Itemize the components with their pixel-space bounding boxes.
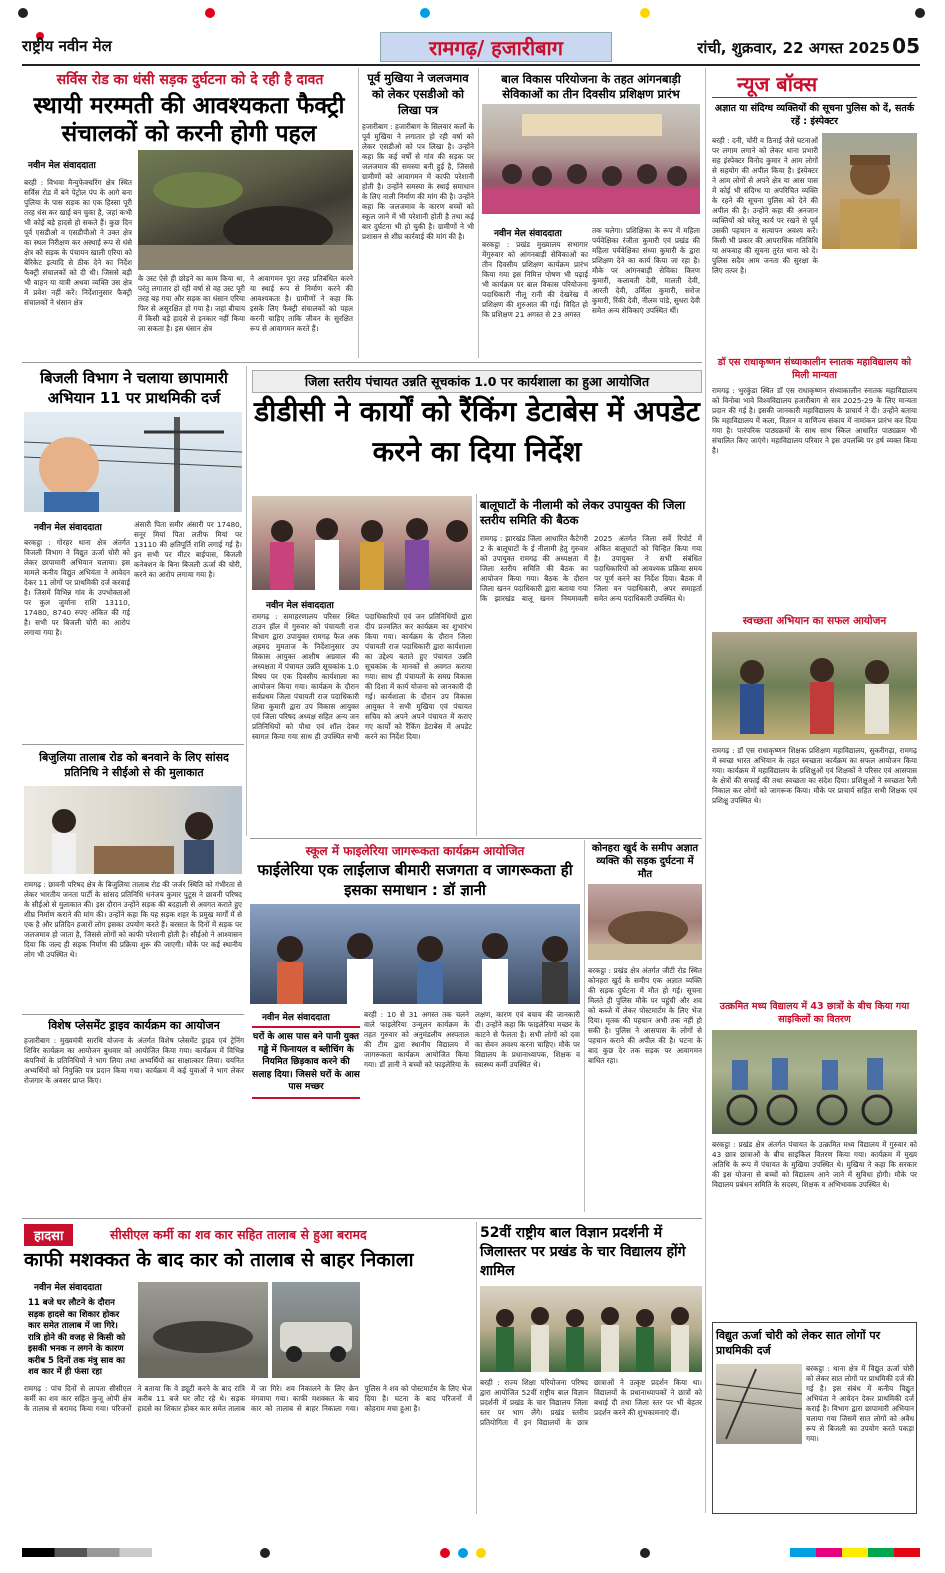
story8-byline: नवीन मेल संवाददाता bbox=[262, 1013, 330, 1023]
electricity-theft-photo bbox=[716, 1364, 802, 1444]
story8-pullquote: घरों के आस पास बने पानी युक्त गड्ढे में फिनायल व ब्लीचिंग के नियमित छिड़काव करने की सलाह दिया। जिससे घरों के आस पास मच्छर bbox=[252, 1026, 360, 1099]
road-collapse-image bbox=[138, 150, 353, 270]
story1-body-col3: ने आवागमन पूरा तरह प्रतिबंधित करने या स्थाई रूप से निर्माण करने की आवश्यकता है। ग्रामीणों ने कहा कि इसके लिए फैक्ट्री संचालकों को पहल करनी चाहिए ताकि जीवन के सुरक्षित रूप से आवागमन करते हैं। bbox=[250, 274, 353, 333]
story11-photo bbox=[138, 1282, 268, 1378]
registration-mark bbox=[420, 8, 430, 18]
column-divider bbox=[478, 68, 479, 358]
registration-mark bbox=[18, 8, 28, 18]
power-line-image bbox=[716, 1364, 802, 1444]
registration-mark bbox=[640, 1548, 650, 1558]
story2-body: हजारीबाग : हजारीबाग के सिलवार कलाँ के पूर्व मुखिया ने लगातार हो रही वर्षा को लेकर एसडीओ को पत्र लिखा है। उन्होंने कहा कि कई वर्षों से गांव की सड़क पर जलजमाव की समस्या बनी हुई है, जिससे ग्रामीणों को आवागमन में काफी परेशानी होती है। उन्होंने समस्या के स्थाई समाधान के लिए नाली निर्माण की मांग की है। उन्होंने कहा कि जलजमाव के कारण बच्चों को स्कूल जाने में भी परेशानी होती है तथा कई बार दुर्घटना भी हो चुकी है। ग्रामीणों ने भी प्रशासन से शीघ्र कार्रवाई की मांग की है। bbox=[362, 122, 474, 241]
awareness-program-image bbox=[250, 904, 580, 1004]
newsbox-item3-headline: स्वच्छता अभियान का सफल आयोजन bbox=[742, 615, 887, 627]
story3-body-col2: तक चलेगा। प्रशिक्षिका के रूप में महिला पर्यवेक्षिका रंजीता कुमारी एवं प्रखंड की महिला पर्यवेक्षिका संध्या कुमारी के द्वारा प्रशिक्षण देने का कार्य किया जा रहा है। मौके पर आंगनबाड़ी सेविका किरण कुमारी, कलावती देवी, मालती देवी, आरती देवी, उर्मिला कुमारी, सरोज कुमारी, रिंकी देवी, नीलम पांडे, सुधरा देवी समेत अन्य सेविकाएं उपस्थित थीं। bbox=[592, 226, 700, 315]
news-box-title-bar bbox=[712, 70, 917, 98]
registration-mark bbox=[458, 1548, 468, 1558]
story4-photo bbox=[24, 412, 242, 512]
newsbox-item3-body: रामगढ़ : डॉ एस राधाकृष्णन शिक्षक प्रशिक्षण महाविद्यालय, सुकरीगढ़ा, रामगढ़ में स्वच्छ भारत अभियान के तहत स्वच्छता कार्यक्रम का सफल आयोजन किया गया। कार्यक्रम में महाविद्यालय के प्रशिक्षुओं एवं शिक्षकों ने परिसर एवं आसपास के क्षेत्रों की सफाई की तथा स्वच्छता का संदेश दिया। प्रशिक्षुओं ने स्वच्छता रैली निकाल कर लोगों को जागरूक किया। मौके पर प्राचार्य सहित सभी शिक्षक एवं प्रशिक्षु उपस्थित थे। bbox=[712, 746, 917, 805]
workshop-image bbox=[252, 496, 472, 590]
column-divider bbox=[476, 494, 477, 836]
inspector-portrait-image bbox=[822, 133, 917, 249]
story12-body: बरही : राज्य शिक्षा परियोजना परिषद द्वारा आयोजित 52वीं राष्ट्रीय बाल विज्ञान प्रदर्शनी में प्रखंड के चार विद्यालय जिला स्तर पर भाग लेंगे। प्रखंड स्तरीय प्रतियोगिता में इन विद्यालयों के छात्र छात्राओं ने उत्कृष्ट प्रदर्शन किया था। विद्यालयों के प्रधानाध्यापकों ने छात्रों को बधाई दी तथा जिला स्तर पर भी बेहतर प्रदर्शन करने की शुभकामनाएं दीं। bbox=[480, 1378, 702, 1427]
story4-body-col2: अंसारी पिता समीर अंसारी पर 17480, सनूर मियां पिता लतीफ मियां पर 13110 की क्षतिपूर्ति राशि लगाई गई है। इन सभी पर मीटर बाईपास, बिजली कनेक्शन के बिना बिजली ऊर्जा की चोरी, करने का आरोप लगाया गया है। bbox=[134, 520, 242, 579]
color-bar-strip bbox=[22, 1548, 152, 1557]
story9-headline: कोनहरा खुर्द के समीप अज्ञात व्यक्ति की सड़क दुर्घटना में मौत bbox=[591, 843, 699, 880]
registration-mark bbox=[476, 1548, 486, 1558]
story5-byline: नवीन मेल संवाददाता bbox=[266, 601, 334, 611]
story5-headline: डीडीसी ने कार्यों को रैंकिंग डेटाबेस में अपडेट करने का दिया निर्देश bbox=[254, 395, 700, 468]
story9-photo bbox=[588, 884, 702, 960]
registration-mark bbox=[915, 8, 925, 18]
column-divider bbox=[476, 1222, 477, 1514]
story8-kicker: स्कूल में फाइलेरिया जागरूकता कार्यक्रम आयोजित bbox=[305, 844, 525, 858]
story11-kicker: सीसीएल कर्मी का शव कार सहित तालाब से हुआ बरामद bbox=[110, 1227, 367, 1242]
story11-highlight: 11 बजे घर लौटने के दौरान सड़क हादसे का शिकार होकर कार समेत तालाब में जा गिरे। रात्रि होने की वजह से किसी को इसकी भनक न लगने के कारण करीब 5 दिनों तक मंत्रु साव का शव कार में ही फंसा रहा bbox=[28, 1298, 126, 1377]
story11-byline: नवीन मेल संवाददाता bbox=[34, 1283, 102, 1293]
story4-body: बरकट्ठा : गोरहर थाना क्षेत्र अंतर्गत विजली विभाग ने विद्युत ऊर्जा चोरी को लेकर छापामारी अभियान चलाया। इस मामले कनीय विद्युत अभियंता ने आवेदन देकर 11 लोगों पर प्राथमिकी दर्ज करवाई है। जिसमें विभिन्न गांव के उपभोक्ताओं पर कुल जुर्माना राशि 13110, 17480, 8740 रुपए अंकित की गई है। सभी पर बिजली चोरी का आरोप लगाया गया है। bbox=[24, 538, 130, 637]
story5-body: रामगढ़ : समाहरणालय परिसर स्थित टाउन हॉल में गुरुवार को पंचायती राज विभाग द्वारा उपायुक्त रामगढ़ फैज अक अहमद मुमताज के निर्देशानुसार उप विकास आयुक्त आशीष अग्रवाल की अध्यक्षता में पंचायत उन्नति सूचकांक 1.0 विषय पर एक दिवसीय कार्यशाला का आयोजन किया गया। कार्यक्रम के दौरान सर्वप्रथम जिला पंचायती राज पदाधिकारी शिवा कुमारी द्वारा उप विकास आयुक्त एवं जिला परिषद अध्यक्ष सहित अन्य जन प्रतिनिधियों को पौधा एवं शॉल देकर स्वागत किया गया साथ ही उपस्थित सभी पदाधिकारियों एवं जन प्रतिनिधियों द्वारा दीप प्रज्वलित कर कार्यक्रम का शुभारंभ किया गया। कार्यक्रम के दौरान जिला पंचायती राज पदाधिकारी द्वारा कार्यशाला का उद्देश्य बताते हुए पंचायत उन्नति सूचकांक के मानकों से अवगत कराया गया। साथ ही पंचायतों के समग्र विकास की दिशा में कार्य योजना को जानकारी दी गई। कार्यशाला के दौरान उप विकास आयुक्त ने सभी मुखिया एवं पंचायत सचिव को अपने अपने पंचायत में कराए गए कार्यों को रैंकिंग डेटाबेस में अपडेट करने का निर्देश दिया। bbox=[252, 612, 472, 741]
electric-pole-image bbox=[24, 412, 242, 512]
story1-byline: नवीन मेल संवाददाता bbox=[28, 161, 96, 171]
cleanliness-photo bbox=[712, 632, 917, 740]
masthead bbox=[22, 32, 920, 66]
column-divider bbox=[246, 366, 247, 836]
story5-photo bbox=[252, 496, 472, 590]
column-divider bbox=[358, 68, 359, 358]
story3-photo bbox=[482, 104, 700, 214]
meeting-image bbox=[24, 786, 242, 874]
registration-mark bbox=[440, 1548, 450, 1558]
story1-kicker: सर्विस रोड का धंसी सड़क दुर्घटना को दे रही है दावत bbox=[56, 72, 324, 88]
story4-byline: नवीन मेल संवाददाता bbox=[34, 523, 102, 533]
story12-photo bbox=[480, 1286, 702, 1372]
section-title: रामगढ़/ हजारीबाग bbox=[380, 32, 612, 62]
recovered-body-image bbox=[138, 1282, 268, 1378]
story8-photo bbox=[250, 904, 580, 1004]
science-exhibition-image bbox=[480, 1286, 702, 1372]
registration-mark bbox=[640, 8, 650, 18]
section-divider bbox=[22, 1218, 702, 1219]
story3-body: बरकट्ठा : प्रखंड मुख्यालय सभागार मेंगुरुवार को आंगनबाड़ी सेविकाओं का तीन दिवसीय प्रशिक्षण कार्यक्रम प्रारंभ किया गया इस निमित्त पोषण भी पढ़ाई भी कार्यक्रम पर बाल विकास परियोजना पदाधिकारी नीलू रानी की देखरेख में प्रशिक्षण की शुरुआत की गई। विदित हो कि प्रशिक्षण 21 अगस्त से 23 अगस्त bbox=[482, 240, 588, 319]
story2-headline: पूर्व मुखिया ने जलजमाव को लेकर एसडीओ को लिखा पत्र bbox=[367, 71, 469, 117]
newsbox-item1-headline: अज्ञात या संदिग्ध व्यक्तियों की सूचना पुलिस को दें, सतर्क रहें : इंस्पेक्टर bbox=[714, 103, 915, 127]
story12-headline: 52वीं राष्ट्रीय बाल विज्ञान प्रदर्शनी में जिलास्तर पर प्रखंड के चार विद्यालय होंगे शामिल bbox=[480, 1225, 686, 1279]
story10-body: हजारीबाग : मुख्यमंत्री सारथि योजना के अंतर्गत विशेष प्लेसमेंट ड्राइव एवं ट्रेनिंग शिविर कार्यक्रम का आयोजन बुधवार को आयोजित किया गया। कार्यक्रम में विभिन्न कंपनियों के प्रतिनिधियों ने भाग लिया तथा अभ्यर्थियों का साक्षात्कार लिया। चयनित अभ्यर्थियों को नियुक्ति पत्र प्रदान किया गया। कार्यक्रम में कई युवाओं ने भाग लेकर रोजगार के अवसर प्राप्त किए। bbox=[24, 1036, 244, 1085]
newsbox-item4-headline: उत्क्रमित मध्य विद्यालय में 43 छात्रों के बीच किया गया साइकिलों का वितरण bbox=[719, 1001, 910, 1025]
story6-headline: बालूघाटों के नीलामी को लेकर उपायुक्त की जिला स्तरीय समिति की बैठक bbox=[480, 498, 686, 527]
newsbox-item5-headline: विद्युत ऊर्जा चोरी को लेकर सात लोगों पर प्राथमिकी दर्ज bbox=[716, 1329, 881, 1357]
story11-tag: हादसा bbox=[24, 1224, 73, 1246]
car-from-pond-image bbox=[272, 1282, 360, 1378]
newsbox-item4-body: बरकट्ठा : प्रखंड क्षेत्र अंतर्गत पंचायत के उत्क्रमित मध्य विद्यालय में गुरुवार को 43 छात्र छात्राओं के बीच साइकिल वितरण किया गया। कार्यक्रम में मुख्य अतिथि के रूप में पंचायत के मुखिया उपस्थित थे। मुखिया ने कहा कि सरकार की इस योजना से बच्चों को विद्यालय आने जाने में सुविधा होगी। मौके पर विद्यालय प्रबंधन समिति के सदस्य, शिक्षक व अभिभावक उपस्थित थे। bbox=[712, 1140, 917, 1189]
story8-body: बरही : 10 से 31 अगस्त तक चलने वाले फाइलेरिया उन्मूलन कार्यक्रम के तहत गुरुवार को अनुमंडलीय अस्पताल की टीम द्वारा स्थानीय विद्यालय में जागरूकता कार्यक्रम आयोजित किया गया। डॉ ज्ञानी ने बच्चों को फाइलेरिया के लक्षण, कारण एवं बचाव की जानकारी दी। उन्होंने कहा कि फाइलेरिया मच्छर के काटने से फैलता है। सभी लोगों को दवा का सेवन अवश्य करना चाहिए। मौके पर विद्यालय के प्रधानाध्यापक, शिक्षक व स्वास्थ्य कर्मी उपस्थित थे। bbox=[364, 1010, 580, 1069]
news-box-title: न्यूज बॉक्स bbox=[737, 72, 818, 96]
section-divider bbox=[22, 362, 702, 363]
issue-date: रांची, शुक्रवार, 22 अगस्त 2025 bbox=[697, 39, 890, 57]
inspector-photo bbox=[822, 133, 917, 249]
story7-body: रामगढ़ : छावनी परिषद क्षेत्र के बिजुलिया तालाब रोड की जर्जर स्थिति को गंभीरता से लेकर भारतीय जनता पार्टी के सांसद प्रतिनिधि धनंजय कुमार पुटूस ने छावनी परिषद के सीईओ से मुलाकात की। इस दौरान उन्होंने सड़क की बदहाली से अवगत कराते हुए शीघ्र निर्माण कराने की मांग की। उन्होंने कहा कि यह सड़क शहर के प्रमुख मार्गों में से एक है और प्रतिदिन हजारों लोग इसका उपयोग करते हैं। बरसात के दिनों में सड़क पर जलजमाव हो जाता है, जिससे लोगों को काफी परेशानी होती है। सीईओ ने आश्वासन दिया कि जल्द ही सड़क निर्माण की प्रक्रिया शुरू की जाएगी। मौके पर कई स्थानीय लोग भी उपस्थित थे। bbox=[24, 880, 242, 959]
story5-kicker: जिला स्तरीय पंचायत उन्नति सूचकांक 1.0 पर कार्यशाला का हुआ आयोजित bbox=[252, 370, 702, 393]
cleanliness-drive-image bbox=[712, 632, 917, 740]
bicycle-distribution-photo bbox=[712, 1030, 917, 1134]
column-divider bbox=[584, 840, 585, 1212]
training-photo-image bbox=[482, 104, 700, 214]
section-divider bbox=[22, 1014, 244, 1015]
newsbox-item2-body: रामगढ़ : भुरकुंडा स्थित डॉ एस राधाकृष्णन संध्याकालीन स्नातक महाविद्यालय को विनोबा भावे विश्वविद्यालय हजारीबाग से सत्र 2025-29 के लिए मान्यता प्रदान की गई है। इसकी जानकारी महाविद्यालय के प्राचार्य ने दी। उन्होंने बताया कि महाविद्यालय में कला, विज्ञान व वाणिज्य संकाय में नामांकन प्रारंभ कर दिया गया है। पारंपरिक पाठ्यक्रमों के साथ साथ स्किल आधारित पाठ्यक्रम भी संचालित किए जाएंगे। महाविद्यालय परिवार ने इस उपलब्धि पर हर्ष व्यक्त किया है। bbox=[712, 386, 917, 455]
newsbox-item5-body: बरकट्ठा : थाना क्षेत्र में विद्युत ऊर्जा चोरी को लेकर सात लोगों पर प्राथमिकी दर्ज की गई है। इस संबंध में कनीय विद्युत अभियंता ने आवेदन देकर प्राथमिकी दर्ज कराई है। विभाग द्वारा छापामारी अभियान चलाया गया जिसमें सात लोगों को अवैध रूप से बिजली का उपयोग करते पकड़ा गया। bbox=[806, 1364, 914, 1443]
story3-headline: बाल विकास परियोजना के तहत आंगनबाड़ी सेविकाओं का तीन दिवसीय प्रशिक्षण प्रारंभ bbox=[501, 72, 681, 101]
story1-photo bbox=[138, 150, 353, 270]
story8-headline: फाईलेरिया एक लाईलाज बीमारी सजगता व जागरूकता ही इसका समाधान : डॉ ज्ञानी bbox=[257, 861, 573, 899]
story10-headline: विशेष प्लेसमेंट ड्राइव कार्यक्रम का आयोजन bbox=[48, 1019, 220, 1032]
registration-mark bbox=[260, 1548, 270, 1558]
registration-mark bbox=[205, 8, 215, 18]
color-bar-strip bbox=[790, 1548, 920, 1557]
accident-victim-image bbox=[588, 884, 702, 960]
story7-photo bbox=[24, 786, 242, 874]
page-number: 05 bbox=[892, 34, 920, 58]
story6-body: रामगढ़ : झारखंड जिला आधारित कैटेगरी 2 के बालूघाटों के ई नीलामी हेतु गुरुवार को उपायुक्त रामगढ़ की अध्यक्षता में जिला स्तरीय समिति की बैठक का आयोजन किया गया। बैठक के दौरान जिला खनन पदाधिकारी द्वारा बताया गया कि झारखंड बालू खनन नियमावली 2025 अंतर्गत जिला सर्वे रिपोर्ट में अंकित बालूघाटों को चिन्हित किया गया है। उपायुक्त ने सभी संबंधित पदाधिकारियों को आवश्यक प्रक्रिया समय पर पूर्ण करने का निर्देश दिया। बैठक में जिला वन पदाधिकारी, अपर समाहर्ता समेत अन्य पदाधिकारी उपस्थित थे। bbox=[480, 534, 702, 603]
bicycle-distribution-image bbox=[712, 1030, 917, 1134]
story1-headline: स्थायी मरम्मती की आवश्यकता फैक्ट्री संचालकों को करनी होगी पहल bbox=[33, 93, 345, 147]
column-divider bbox=[705, 68, 706, 1513]
story11-headline: काफी मशक्कत के बाद कार को तालाब से बाहर निकाला bbox=[24, 1249, 414, 1271]
story9-body: बरकट्ठा : प्रखंड क्षेत्र अंतर्गत जीटी रोड स्थित कोनहरा खुर्द के समीप एक अज्ञात व्यक्ति की सड़क दुर्घटना में मौत हो गई। सूचना मिलते ही पुलिस मौके पर पहुंची और शव को कब्जे में लेकर पोस्टमार्टम के लिए भेज दिया। मृतक की पहचान अभी तक नहीं हो सकी है। पुलिस ने आसपास के लोगों से पहचान कराने की अपील की है। घटना के बाद कुछ देर तक सड़क पर आवागमन बाधित रहा। bbox=[588, 966, 702, 1065]
story4-headline: बिजली विभाग ने चलाया छापामारी अभियान 11 पर प्राथमिकी दर्ज bbox=[40, 369, 228, 407]
story1-body-col2: के उस्ट ऐसे ही छोड़ने का काम किया था, परंतु लगातार हो रही वर्षा से वह उस्ट पूरी तरह बह गया और सड़क का धंसान एरिया फिर से असुरक्षित हो गया है। जहां बीचाय में किसी बड़े हादसे से इनकार नहीं किया जा सकता है। इस धंसान क्षेत्र bbox=[138, 274, 245, 333]
story7-headline: बिजुलिया तालाब रोड को बनवाने के लिए सांसद प्रतिनिधि ने सीईओ से की मुलाकात bbox=[39, 751, 229, 779]
brand-name: राष्ट्रीय नवीन मेल bbox=[22, 37, 112, 55]
story11-photo-car bbox=[272, 1282, 360, 1378]
section-divider bbox=[250, 838, 702, 839]
story11-body: रामगढ़ : पांच दिनों से लापता सीसीएल कर्मी का शव कार सहित कुजू ओपी क्षेत्र के तालाब से बरामद किया गया। परिजनों ने बताया कि वे ड्यूटी करने के बाद रात्रि करीब 11 बजे घर लौट रहे थे। सड़क हादसे का शिकार होकर कार समेत तालाब में जा गिरे। शव निकालने के लिए क्रेन मंगवाया गया। काफी मशक्कत के बाद कार को तालाब से बाहर निकाला गया। पुलिस ने शव को पोस्टमार्टम के लिए भेज दिया है। घटना के बाद परिजनों में कोहराम मचा हुआ है। bbox=[24, 1384, 472, 1413]
story1-body: बरही : विभवा मैन्युफेक्चरिंग क्षेत्र स्थित सर्विस रोड में बने पेट्रोल पंप के आगे बना पुलिया के पास सड़क का एक हिस्सा पूरी तरह धंस कर खाई बन चुका है, जहां कभी भी कोई बड़े हादसे हो सकते हैं। कुछ दिन पूर्व एसडीओ व एसडीपीओ ने उक्त क्षेत्र का स्थल निरीक्षण कर अस्थाई रूप से धंसे क्षेत्र को सड़क के पंचायन खाली एरिया को बेरिकेट इत्यादि से ठीक देने का निर्देश फैक्ट्री संचालकों को दी थी। जिससे बड़ी भी वाहन या यात्री अथवा व्यक्ति उस क्षेत्र में प्रवेश नहीं करें। निर्देशानुसार फैक्ट्री संचालकों ने धंसान क्षेत्र bbox=[24, 178, 132, 307]
section-divider bbox=[22, 744, 244, 745]
newsbox-item1-body: बरही : दनी, चोरी व ठिनाई जैसे घटनाओं पर लगाम लगाने को लेकर थाना प्रभारी सह इंस्पेक्टर विनोद कुमार ने आम लोगों से सहयोग की अपील किया है। इंस्पेक्टर ने आम लोगों से अपने क्षेत्र या आस पास में कोई भी संदिग्ध या अपरिचित व्यक्ति के रहने की सूचना पुलिस को देने की अपील की है। उन्होंने कहा की अनजान व्यक्तियों को घरेलू कार्य पर रखने से पूर्व उसकी पहचान व सत्यापन अवश्य करें। किसी भी प्रकार की आपराधिक गतिविधि या अफवाह की सूचना तुरंत थाना को दें। पुलिस सदैव आम जनता की सुरक्षा के लिए तत्पर है। bbox=[712, 136, 818, 275]
newsbox-item2-headline: डॉ एस राधाकृष्णन संध्याकालीन स्नातक महाविद्यालय को मिली मान्यता bbox=[717, 357, 912, 381]
story3-byline: नवीन मेल संवाददाता bbox=[494, 229, 562, 239]
